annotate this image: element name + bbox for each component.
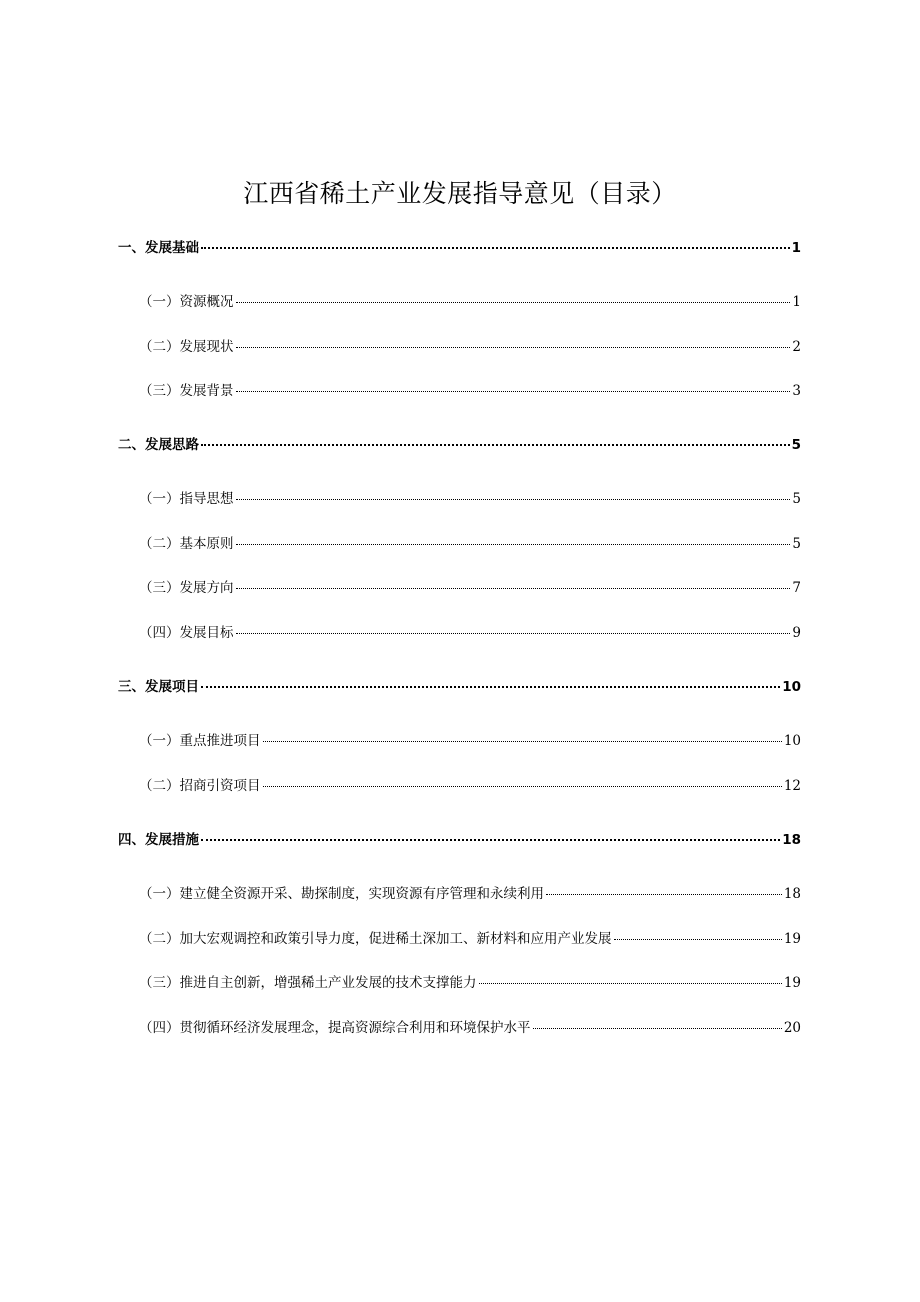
toc-page-number: 1 bbox=[792, 294, 801, 310]
dot-leader bbox=[533, 1028, 782, 1029]
dot-leader bbox=[236, 391, 791, 392]
toc-entry-text: （三）推进自主创新，增强稀土产业发展的技术支撑能力 bbox=[139, 975, 477, 991]
toc-page-number: 5 bbox=[791, 437, 801, 453]
toc-entry-text: （一）指导思想 bbox=[139, 491, 234, 507]
dot-leader bbox=[263, 786, 782, 787]
toc-entry-text: （二）加大宏观调控和政策引导力度，促进稀土深加工、新材料和应用产业发展 bbox=[139, 931, 612, 947]
toc-entry-1-2[interactable] bbox=[139, 337, 801, 357]
toc-entry-text: 二、发展思路 bbox=[118, 437, 199, 453]
toc-page-number: 5 bbox=[792, 536, 801, 552]
toc-entry-section-3[interactable] bbox=[118, 677, 801, 697]
toc-page-number: 9 bbox=[792, 625, 801, 641]
toc-page-number: 3 bbox=[792, 383, 801, 399]
toc-entry-text: （三）发展背景 bbox=[139, 383, 234, 399]
toc-entry-text: 一、发展基础 bbox=[118, 240, 199, 256]
toc-entry-2-3[interactable] bbox=[139, 578, 801, 598]
toc-page-number: 10 bbox=[782, 679, 801, 695]
toc-entry-section-4[interactable] bbox=[118, 830, 801, 850]
toc-entry-text: 四、发展措施 bbox=[118, 832, 199, 848]
toc-entry-1-1[interactable] bbox=[139, 292, 801, 312]
dot-leader bbox=[236, 588, 791, 589]
toc-page-number: 7 bbox=[792, 580, 801, 596]
toc-entry-text: （一）建立健全资源开采、勘探制度，实现资源有序管理和永续利用 bbox=[139, 886, 544, 902]
dot-leader bbox=[236, 544, 791, 545]
dot-leader bbox=[201, 686, 780, 688]
toc-page-number: 18 bbox=[783, 886, 801, 902]
toc-entry-4-2[interactable] bbox=[139, 929, 801, 949]
document-title: 江西省稀土产业发展指导意见（目录） bbox=[243, 179, 677, 208]
toc-entry-4-3[interactable] bbox=[139, 973, 801, 993]
toc-entry-2-1[interactable] bbox=[139, 489, 801, 509]
toc-entry-1-3[interactable] bbox=[139, 381, 801, 401]
toc-entry-section-2[interactable] bbox=[118, 435, 801, 455]
dot-leader bbox=[263, 741, 782, 742]
toc-entry-text: （二）基本原则 bbox=[139, 536, 234, 552]
toc-entry-2-2[interactable] bbox=[139, 534, 801, 554]
toc-page-number: 19 bbox=[783, 931, 801, 947]
toc-page-number: 18 bbox=[782, 832, 801, 848]
dot-leader bbox=[546, 894, 782, 895]
toc-page-number: 5 bbox=[792, 491, 801, 507]
toc-entry-4-4[interactable] bbox=[139, 1018, 801, 1038]
dot-leader bbox=[201, 444, 790, 446]
toc-entry-text: （一）重点推进项目 bbox=[139, 733, 261, 749]
toc-entry-text: 三、发展项目 bbox=[118, 679, 199, 695]
dot-leader bbox=[614, 939, 782, 940]
toc-entry-text: （一）资源概况 bbox=[139, 294, 234, 310]
toc-page-number: 12 bbox=[783, 778, 801, 794]
toc-page-number: 20 bbox=[783, 1020, 801, 1036]
toc-entry-3-1[interactable] bbox=[139, 731, 801, 751]
toc-entry-text: （三）发展方向 bbox=[139, 580, 234, 596]
toc-page-number: 2 bbox=[792, 339, 801, 355]
toc-entry-section-1[interactable] bbox=[118, 238, 801, 258]
dot-leader bbox=[236, 347, 791, 348]
toc-entry-4-1[interactable] bbox=[139, 884, 801, 904]
dot-leader bbox=[201, 247, 790, 249]
toc-entry-3-2[interactable] bbox=[139, 776, 801, 796]
dot-leader bbox=[201, 839, 780, 841]
dot-leader bbox=[479, 983, 782, 984]
toc-entry-2-4[interactable] bbox=[139, 623, 801, 643]
toc-entry-text: （四）发展目标 bbox=[139, 625, 234, 641]
toc-page-number: 19 bbox=[783, 975, 801, 991]
dot-leader bbox=[236, 633, 791, 634]
toc-entry-text: （二）发展现状 bbox=[139, 339, 234, 355]
toc-entry-text: （四）贯彻循环经济发展理念，提高资源综合利用和环境保护水平 bbox=[139, 1020, 531, 1036]
toc-entry-text: （二）招商引资项目 bbox=[139, 778, 261, 794]
toc-page-number: 1 bbox=[791, 240, 801, 256]
dot-leader bbox=[236, 499, 791, 500]
dot-leader bbox=[236, 302, 791, 303]
toc-page-number: 10 bbox=[783, 733, 801, 749]
